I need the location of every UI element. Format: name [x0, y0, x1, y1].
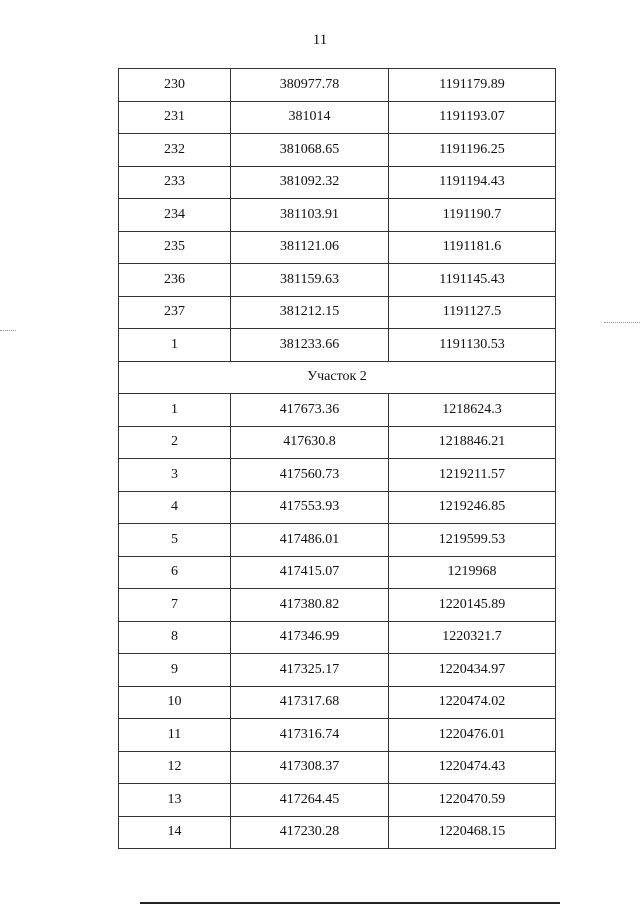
- y-coordinate-cell: 1219211.57: [389, 459, 556, 492]
- page-number: 11: [312, 32, 328, 48]
- point-number-cell: 9: [119, 654, 231, 687]
- point-number-cell: 230: [119, 69, 231, 102]
- y-coordinate-cell: 1220434.97: [389, 654, 556, 687]
- table-row: [119, 296, 556, 329]
- point-number-cell: 10: [119, 686, 231, 719]
- table-row: [119, 751, 556, 784]
- table-row: [119, 394, 556, 427]
- table-row: [119, 719, 556, 752]
- x-coordinate-cell: 381014: [231, 101, 389, 134]
- x-coordinate-cell: 417264.45: [231, 784, 389, 817]
- table-row: [119, 524, 556, 557]
- x-coordinate-cell: 381103.91: [231, 199, 389, 232]
- x-coordinate-cell: 417380.82: [231, 589, 389, 622]
- table-row: [119, 231, 556, 264]
- point-number-cell: 12: [119, 751, 231, 784]
- x-coordinate-cell: 381159.63: [231, 264, 389, 297]
- coordinates-table-body: [119, 69, 556, 849]
- x-coordinate-cell: 417308.37: [231, 751, 389, 784]
- point-number-cell: 236: [119, 264, 231, 297]
- point-number-cell: 233: [119, 166, 231, 199]
- table-row: [119, 589, 556, 622]
- y-coordinate-cell: 1191130.53: [389, 329, 556, 362]
- point-number-cell: 231: [119, 101, 231, 134]
- scan-edge-mark-right: [604, 322, 640, 323]
- point-number-cell: 14: [119, 816, 231, 849]
- point-number-cell: 232: [119, 134, 231, 167]
- y-coordinate-cell: 1191196.25: [389, 134, 556, 167]
- table-row: [119, 459, 556, 492]
- point-number-cell: 2: [119, 426, 231, 459]
- table-row: [119, 134, 556, 167]
- y-coordinate-cell: 1191127.5: [389, 296, 556, 329]
- x-coordinate-cell: 417325.17: [231, 654, 389, 687]
- y-coordinate-cell: 1218846.21: [389, 426, 556, 459]
- x-coordinate-cell: 380977.78: [231, 69, 389, 102]
- y-coordinate-cell: 1220321.7: [389, 621, 556, 654]
- y-coordinate-cell: 1220470.59: [389, 784, 556, 817]
- point-number-cell: 234: [119, 199, 231, 232]
- x-coordinate-cell: 381121.06: [231, 231, 389, 264]
- table-row: [119, 264, 556, 297]
- y-coordinate-cell: 1191181.6: [389, 231, 556, 264]
- table-row: [119, 491, 556, 524]
- table-row: [119, 69, 556, 102]
- y-coordinate-cell: 1191194.43: [389, 166, 556, 199]
- x-coordinate-cell: 381233.66: [231, 329, 389, 362]
- table-row: [119, 556, 556, 589]
- x-coordinate-cell: 417553.93: [231, 491, 389, 524]
- table-row: [119, 166, 556, 199]
- y-coordinate-cell: 1218624.3: [389, 394, 556, 427]
- point-number-cell: 11: [119, 719, 231, 752]
- y-coordinate-cell: 1219246.85: [389, 491, 556, 524]
- table-row: [119, 199, 556, 232]
- x-coordinate-cell: 417673.36: [231, 394, 389, 427]
- table-row: [119, 686, 556, 719]
- table-row: [119, 329, 556, 362]
- x-coordinate-cell: 417486.01: [231, 524, 389, 557]
- point-number-cell: 1: [119, 329, 231, 362]
- y-coordinate-cell: 1220468.15: [389, 816, 556, 849]
- x-coordinate-cell: 417316.74: [231, 719, 389, 752]
- x-coordinate-cell: 417346.99: [231, 621, 389, 654]
- x-coordinate-cell: 417415.07: [231, 556, 389, 589]
- table-row: [119, 816, 556, 849]
- point-number-cell: 8: [119, 621, 231, 654]
- y-coordinate-cell: 1220474.02: [389, 686, 556, 719]
- x-coordinate-cell: 417230.28: [231, 816, 389, 849]
- y-coordinate-cell: 1219968: [389, 556, 556, 589]
- y-coordinate-cell: 1191193.07: [389, 101, 556, 134]
- point-number-cell: 7: [119, 589, 231, 622]
- table-row: [119, 101, 556, 134]
- table-row: [119, 426, 556, 459]
- table-row: [119, 621, 556, 654]
- point-number-cell: 235: [119, 231, 231, 264]
- point-number-cell: 13: [119, 784, 231, 817]
- point-number-cell: 5: [119, 524, 231, 557]
- section-header-row: [119, 361, 556, 394]
- section-title: Участок 2: [119, 361, 556, 394]
- y-coordinate-cell: 1191190.7: [389, 199, 556, 232]
- x-coordinate-cell: 381092.32: [231, 166, 389, 199]
- point-number-cell: 1: [119, 394, 231, 427]
- x-coordinate-cell: 417317.68: [231, 686, 389, 719]
- x-coordinate-cell: 417560.73: [231, 459, 389, 492]
- point-number-cell: 237: [119, 296, 231, 329]
- table-row: [119, 654, 556, 687]
- x-coordinate-cell: 381212.15: [231, 296, 389, 329]
- x-coordinate-cell: 417630.8: [231, 426, 389, 459]
- y-coordinate-cell: 1220145.89: [389, 589, 556, 622]
- point-number-cell: 4: [119, 491, 231, 524]
- point-number-cell: 3: [119, 459, 231, 492]
- point-number-cell: 6: [119, 556, 231, 589]
- x-coordinate-cell: 381068.65: [231, 134, 389, 167]
- y-coordinate-cell: 1191179.89: [389, 69, 556, 102]
- y-coordinate-cell: 1191145.43: [389, 264, 556, 297]
- y-coordinate-cell: 1220474.43: [389, 751, 556, 784]
- scan-edge-mark-left: [0, 330, 16, 331]
- table-row: [119, 784, 556, 817]
- scan-bottom-line: [140, 902, 560, 904]
- coordinates-table: [118, 68, 556, 849]
- y-coordinate-cell: 1219599.53: [389, 524, 556, 557]
- y-coordinate-cell: 1220476.01: [389, 719, 556, 752]
